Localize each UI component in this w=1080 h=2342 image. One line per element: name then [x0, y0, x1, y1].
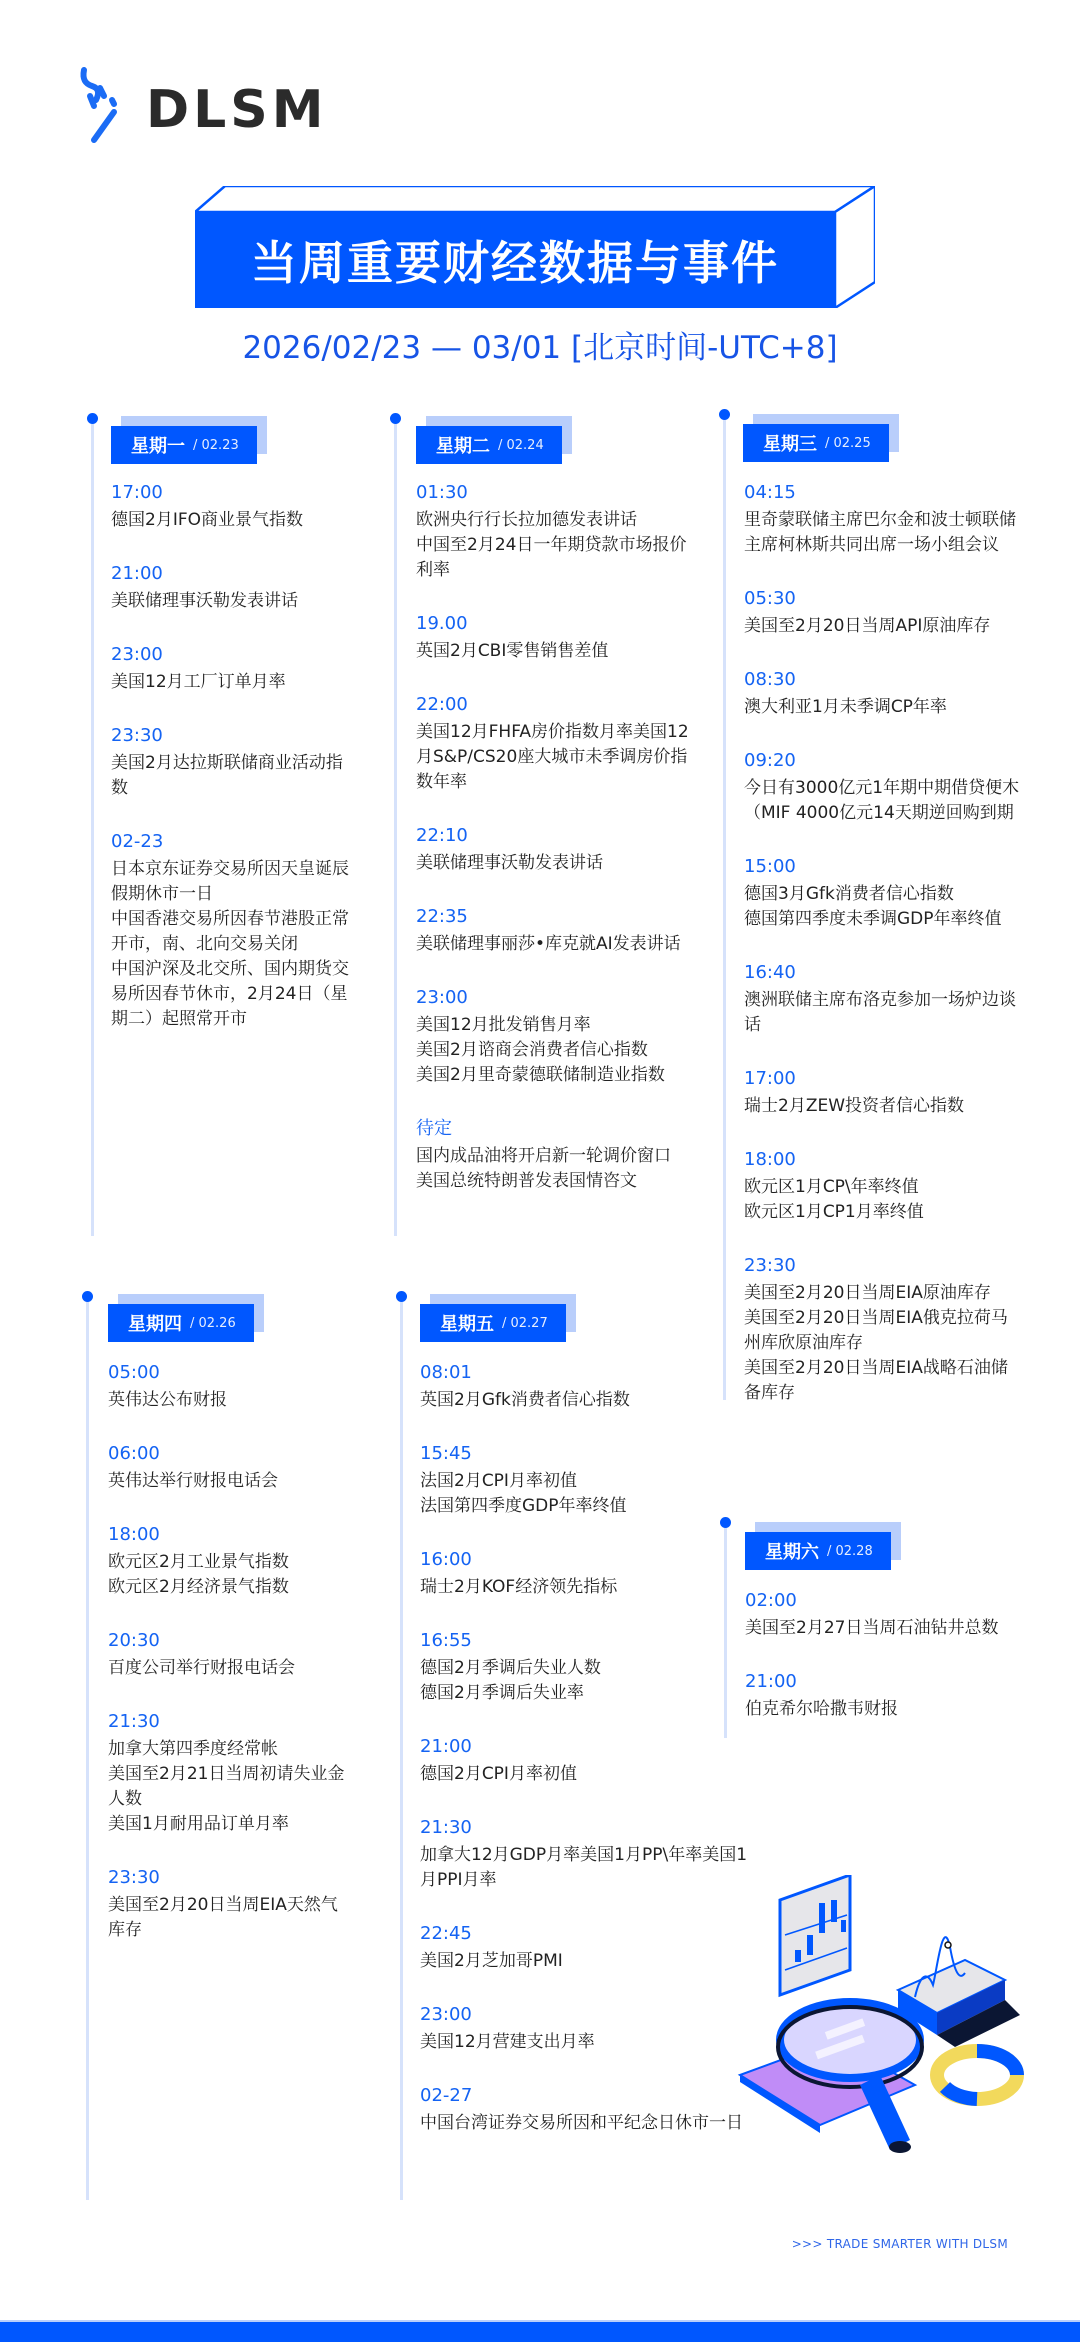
timeline-line-mon — [91, 418, 94, 1236]
day-date: / 02.25 — [825, 435, 871, 451]
events-thu — [108, 1362, 353, 1973]
dlsm-logo — [78, 66, 328, 146]
event-description: 澳大利亚1月未季调CP年率 — [744, 697, 947, 717]
event-time: 02:00 — [745, 1590, 797, 1611]
event-time: 18:00 — [108, 1524, 160, 1545]
event-item — [744, 1255, 1024, 1406]
event-item — [420, 1630, 760, 1706]
event-item — [416, 482, 696, 583]
event-description: 美国至2月20日当周API原油库存 — [744, 616, 991, 636]
event-description: 欧元区2月工业景气指数 — [108, 1552, 289, 1572]
event-description: 法国2月CPI月率初值 — [420, 1471, 577, 1491]
day-date: / 02.23 — [193, 437, 239, 453]
event-description: 德国2月季调后失业率 — [420, 1683, 584, 1703]
events-tue — [416, 482, 696, 1224]
event-description: 欧元区2月经济景气指数 — [108, 1577, 289, 1597]
event-description: 美国2月达拉斯联储商业活动指数 — [111, 753, 343, 798]
event-item — [111, 831, 356, 1032]
event-item — [111, 725, 356, 801]
event-item — [744, 1068, 1024, 1119]
event-description: 美国至2月20日当周EIA原油库存 — [744, 1283, 991, 1303]
magnifying-glass-icon — [715, 1875, 1035, 2175]
event-item — [744, 962, 1024, 1038]
footer-tagline: >>> TRADE SMARTER WITH DLSM — [791, 2237, 1008, 2251]
event-item — [108, 1362, 353, 1413]
event-time: 16:40 — [744, 962, 796, 983]
event-description: 美国至2月20日当周EIA俄克拉荷马州库欣原油库存 — [744, 1308, 1008, 1353]
day-date: / 02.28 — [827, 1543, 873, 1559]
day-date: / 02.27 — [502, 1315, 548, 1331]
event-item — [744, 588, 1024, 639]
events-mon — [111, 482, 356, 1062]
event-description: 美国2月芝加哥PMI — [420, 1951, 563, 1971]
event-item — [111, 482, 356, 533]
event-item — [108, 1867, 353, 1943]
logo-mark-icon — [78, 66, 138, 146]
event-description: 美国总统特朗普发表国情咨文 — [416, 1171, 637, 1191]
timeline-dot-tue — [390, 413, 401, 424]
event-time: 02-27 — [420, 2085, 473, 2106]
event-description: 中国香港交易所因春节港股正常开市，南、北向交易关闭 — [111, 909, 349, 954]
event-description: 德国2月季调后失业人数 — [420, 1658, 601, 1678]
event-description: 美国至2月21日当周初请失业金人数 — [108, 1764, 345, 1809]
event-description: 伯克希尔哈撒韦财报 — [745, 1699, 898, 1719]
event-item — [108, 1524, 353, 1600]
event-item — [420, 1362, 760, 1413]
event-item — [416, 906, 696, 957]
event-item — [416, 613, 696, 664]
event-time: 15:45 — [420, 1443, 472, 1464]
event-time: 02-23 — [111, 831, 164, 852]
event-description: 欧元区1月CP\年率终值 — [744, 1177, 919, 1197]
event-description: 瑞士2月KOF经济领先指标 — [420, 1577, 618, 1597]
event-description: 瑞士2月ZEW投资者信心指数 — [744, 1096, 965, 1116]
event-time: 16:00 — [420, 1549, 472, 1570]
event-item — [744, 669, 1024, 720]
footer-bar — [0, 2320, 1080, 2342]
event-description: 美国12月批发销售月率 — [416, 1015, 591, 1035]
event-time: 23:30 — [111, 725, 163, 746]
event-description: 加拿大12月GDP月率美国1月PP\年率美国1月PPI月率 — [420, 1845, 748, 1890]
event-item — [745, 1590, 1025, 1641]
event-item — [111, 563, 356, 614]
event-description: 欧元区1月CP1月率终值 — [744, 1202, 924, 1222]
logo-text: DLSM — [146, 80, 328, 140]
day-name: 星期二 — [436, 436, 490, 457]
event-description: 美国2月里奇蒙德联储制造业指数 — [416, 1065, 665, 1085]
event-description: 澳洲联储主席布洛克参加一场炉边谈话 — [744, 990, 1016, 1035]
event-time: 19.00 — [416, 613, 468, 634]
event-item — [420, 1549, 760, 1600]
event-item — [744, 750, 1024, 826]
event-time: 17:00 — [744, 1068, 796, 1089]
event-time: 22:35 — [416, 906, 468, 927]
event-description: 美国12月工厂订单月率 — [111, 672, 286, 692]
event-item — [108, 1711, 353, 1837]
event-time: 22:10 — [416, 825, 468, 846]
day-name: 星期三 — [763, 434, 817, 455]
event-description: 美联储理事沃勒发表讲话 — [416, 853, 603, 873]
day-date: / 02.26 — [190, 1315, 236, 1331]
event-description: 美国至2月27日当周石油钻井总数 — [745, 1618, 999, 1638]
event-time: 01:30 — [416, 482, 468, 503]
event-time: 17:00 — [111, 482, 163, 503]
day-date: / 02.24 — [498, 437, 544, 453]
timeline-dot-fri — [396, 1291, 407, 1302]
event-description: 美国至2月20日当周EIA天然气库存 — [108, 1895, 338, 1940]
timeline-dot-mon — [87, 413, 98, 424]
event-description: 德国2月CPI月率初值 — [420, 1764, 577, 1784]
event-item — [416, 825, 696, 876]
event-description: 德国2月IFO商业景气指数 — [111, 510, 303, 530]
page-title: 当周重要财经数据与事件 — [251, 236, 779, 290]
event-time: 23:00 — [420, 2004, 472, 2025]
event-item — [744, 482, 1024, 558]
event-description: 加拿大第四季度经常帐 — [108, 1739, 278, 1759]
event-item — [420, 2085, 760, 2136]
event-time: 04:15 — [744, 482, 796, 503]
event-description: 英国2月CBI零售销售差值 — [416, 641, 609, 661]
event-time: 05:30 — [744, 588, 796, 609]
event-time: 23:30 — [108, 1867, 160, 1888]
timeline-line-wed — [723, 414, 726, 1400]
event-time: 待定 — [416, 1118, 452, 1139]
event-description: 英伟达举行财报电话会 — [108, 1471, 278, 1491]
event-time: 22:00 — [416, 694, 468, 715]
event-item — [744, 1149, 1024, 1225]
event-description: 美国至2月20日当周EIA战略石油储备库存 — [744, 1358, 1008, 1403]
event-time: 15:00 — [744, 856, 796, 877]
day-name: 星期六 — [765, 1542, 819, 1563]
event-time: 08:30 — [744, 669, 796, 690]
event-item — [420, 1817, 760, 1893]
timeline-dot-wed — [719, 409, 730, 420]
event-description: 中国台湾证券交易所因和平纪念日休市一日 — [420, 2113, 743, 2133]
event-time: 23:00 — [416, 987, 468, 1008]
event-description: 美国12月FHFA房价指数月率美国12月S&P/CS20座大城市未季调房价指数年率 — [416, 722, 689, 792]
event-time: 18:00 — [744, 1149, 796, 1170]
event-time: 21:00 — [111, 563, 163, 584]
event-time: 08:01 — [420, 1362, 472, 1383]
events-sat — [745, 1590, 1025, 1752]
day-name: 星期五 — [440, 1314, 494, 1335]
event-time: 21:30 — [108, 1711, 160, 1732]
events-wed — [744, 482, 1024, 1436]
magnifier-charts-illustration — [715, 1875, 1035, 2175]
event-item — [108, 1630, 353, 1681]
event-time: 21:00 — [420, 1736, 472, 1757]
event-description: 德国3月Gfk消费者信心指数 — [744, 884, 954, 904]
event-time: 16:55 — [420, 1630, 472, 1651]
event-description: 美联储理事丽莎•库克就AI发表讲话 — [416, 934, 681, 954]
event-time: 21:30 — [420, 1817, 472, 1838]
event-time: 20:30 — [108, 1630, 160, 1651]
event-time: 06:00 — [108, 1443, 160, 1464]
event-item — [745, 1671, 1025, 1722]
event-time: 05:00 — [108, 1362, 160, 1383]
event-description: 里奇蒙联储主席巴尔金和波士顿联储主席柯林斯共同出席一场小组会议 — [744, 510, 1016, 555]
event-description: 英国2月Gfk消费者信心指数 — [420, 1390, 630, 1410]
event-item — [420, 1736, 760, 1787]
event-time: 23:30 — [744, 1255, 796, 1276]
event-description: 今日有3000亿元1年期中期借贷便木（MIF 4000亿元14天期逆回购到期 — [744, 778, 1020, 823]
timeline-line-fri — [400, 1296, 403, 2200]
event-description: 欧洲央行行长拉加德发表讲话 — [416, 510, 637, 530]
page-title-banner — [195, 212, 835, 308]
event-item — [744, 856, 1024, 932]
event-description: 英伟达公布财报 — [108, 1390, 227, 1410]
event-description: 德国第四季度未季调GDP年率终值 — [744, 909, 1002, 929]
event-description: 国内成品油将开启新一轮调价窗口 — [416, 1146, 671, 1166]
event-time: 22:45 — [420, 1923, 472, 1944]
event-description: 美国12月营建支出月率 — [420, 2032, 595, 2052]
event-description: 美国1月耐用品订单月率 — [108, 1814, 289, 1834]
event-item — [108, 1443, 353, 1494]
event-description: 百度公司举行财报电话会 — [108, 1658, 295, 1678]
timeline-dot-thu — [82, 1291, 93, 1302]
event-item — [420, 1923, 760, 1974]
event-time: 23:00 — [111, 644, 163, 665]
event-item — [416, 694, 696, 795]
timeline-line-tue — [394, 418, 397, 1236]
day-name: 星期四 — [128, 1314, 182, 1335]
events-fri — [420, 1362, 760, 2166]
event-description: 中国沪深及北交所、国内期货交易所因春节休市，2月24日（星期二）起照常开市 — [111, 959, 349, 1029]
event-item — [111, 644, 356, 695]
event-item — [420, 2004, 760, 2055]
event-description: 法国第四季度GDP年率终值 — [420, 1496, 627, 1516]
event-description: 美国2月谘商会消费者信心指数 — [416, 1040, 648, 1060]
event-description: 日本京东证券交易所因天皇诞辰假期休市一日 — [111, 859, 349, 904]
timeline-line-thu — [86, 1296, 89, 2200]
event-description: 美联储理事沃勒发表讲话 — [111, 591, 298, 611]
page-title-box — [195, 186, 875, 308]
event-item — [420, 1443, 760, 1519]
event-description: 中国至2月24日一年期贷款市场报价利率 — [416, 535, 687, 580]
event-item — [416, 987, 696, 1088]
event-time: 21:00 — [745, 1671, 797, 1692]
day-name: 星期一 — [131, 436, 185, 457]
event-item — [416, 1118, 696, 1194]
date-range: 2026/02/23 — 03/01 [北京时间-UTC+8] — [242, 330, 838, 366]
event-time: 09:20 — [744, 750, 796, 771]
